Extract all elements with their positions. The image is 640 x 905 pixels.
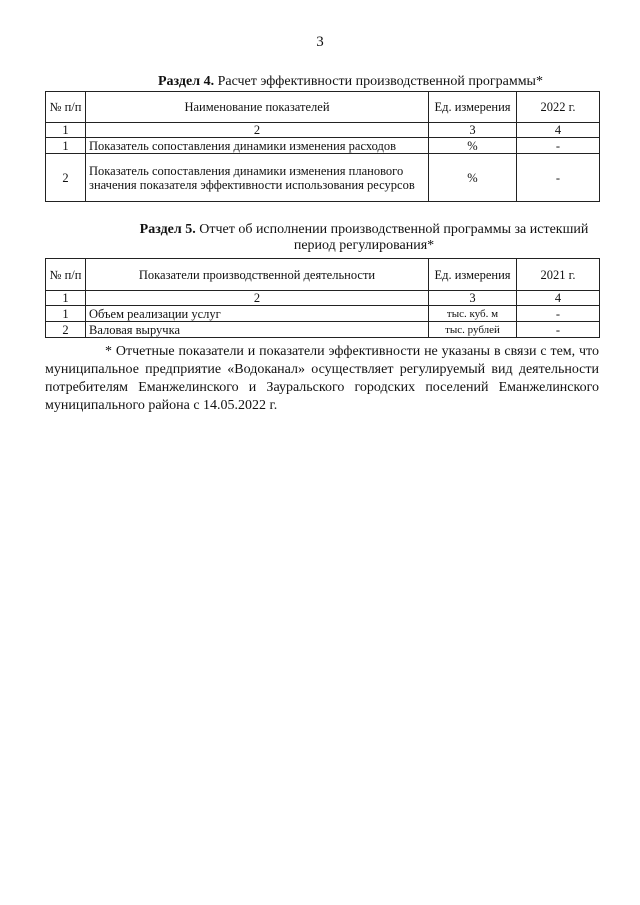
table-header-row <box>46 92 600 123</box>
section-4-label: Раздел 4. <box>158 74 215 89</box>
table-row <box>46 322 600 338</box>
col-num-2: 2 <box>86 123 429 138</box>
col-num-3: 3 <box>429 291 517 306</box>
row-unit: % <box>429 138 517 154</box>
row-value: - <box>517 306 600 322</box>
col-num-2: 2 <box>86 291 429 306</box>
column-numbering-row <box>46 291 600 306</box>
table-header-row <box>46 259 600 291</box>
col-num-3: 3 <box>429 123 517 138</box>
column-numbering-row <box>46 123 600 138</box>
footnote-text: * Отчетные показатели и показатели эффективности не указаны в связи с тем, что муниципальное предприятие «Водоканал» осуществляет регулируемый вид деятельности потребителям Еманжелинского и Зауральского городских поселений Еманжелинского муниципального района с 14.05.2022 г. <box>45 344 599 413</box>
section-4-title <box>158 74 543 90</box>
header-year: 2022 г. <box>517 92 600 123</box>
row-unit: тыс. рублей <box>429 322 517 338</box>
section-5-table <box>45 258 600 338</box>
table-row <box>46 138 600 154</box>
col-num-1: 1 <box>46 291 86 306</box>
row-unit: % <box>429 154 517 202</box>
section-5-label: Раздел 5. <box>139 222 196 237</box>
row-no: 1 <box>46 138 86 154</box>
page-number: 3 <box>316 34 324 50</box>
row-value: - <box>517 322 600 338</box>
row-value: - <box>517 138 600 154</box>
row-value: - <box>517 154 600 202</box>
header-no: № п/п <box>46 92 86 123</box>
header-no: № п/п <box>46 259 86 291</box>
table-row <box>46 154 600 202</box>
header-unit: Ед. измерения <box>429 92 517 123</box>
table-row <box>46 306 600 322</box>
row-name: Показатель сопоставления динамики изменения планового значения показателя эффективности использования ресурсов <box>86 154 429 202</box>
row-name: Объем реализации услуг <box>86 306 429 322</box>
row-no: 2 <box>46 322 86 338</box>
footnote <box>45 343 599 415</box>
section-5-heading: Отчет об исполнении производственной программы за истекший период регулирования* <box>195 222 589 253</box>
row-name: Валовая выручка <box>86 322 429 338</box>
row-no: 1 <box>46 306 86 322</box>
section-4-heading: Расчет эффективности производственной программы* <box>214 74 543 89</box>
col-num-4: 4 <box>517 291 600 306</box>
section-4-table <box>45 91 600 202</box>
header-unit: Ед. измерения <box>429 259 517 291</box>
section-5-title <box>124 222 604 254</box>
col-num-4: 4 <box>517 123 600 138</box>
header-name: Показатели производственной деятельности <box>86 259 429 291</box>
col-num-1: 1 <box>46 123 86 138</box>
row-unit: тыс. куб. м <box>429 306 517 322</box>
row-name: Показатель сопоставления динамики изменения расходов <box>86 138 429 154</box>
header-name: Наименование показателей <box>86 92 429 123</box>
header-year: 2021 г. <box>517 259 600 291</box>
row-no: 2 <box>46 154 86 202</box>
